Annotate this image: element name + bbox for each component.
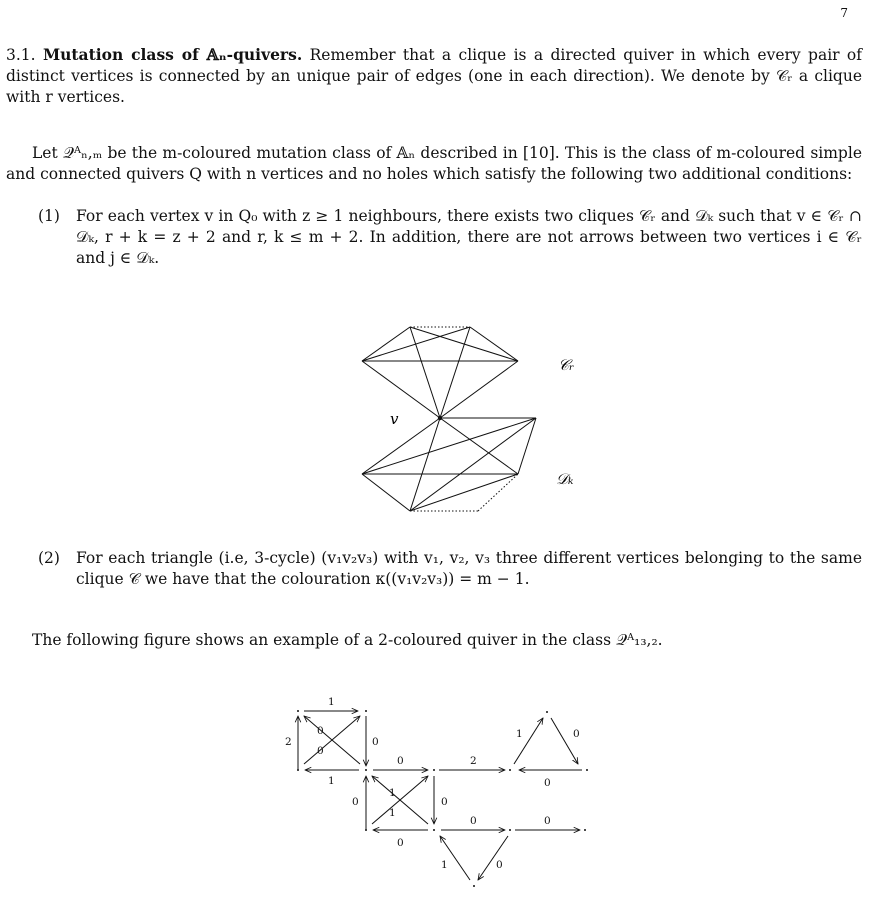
svg-text:0: 0 [470,815,477,827]
condition-number: (2) [38,549,60,567]
svg-text:2: 2 [285,736,292,748]
svg-text:1: 1 [516,728,523,740]
svg-text:0: 0 [317,745,324,757]
condition-text: For each vertex v in Q₀ with z ≥ 1 neighbours, there exists two cliques 𝒞ᵣ and 𝒟ₖ such that v ∈ 𝒞ᵣ ∩ 𝒟ₖ, r + k = z + 2 and r, k ≤ m + 2. In addition, there are not arrows between two vertices i ∈ 𝒞ᵣ and j ∈ 𝒟ₖ. [76,207,862,267]
page-number: 7 [840,6,848,20]
svg-text:1: 1 [441,859,448,871]
svg-text:0: 0 [372,736,379,748]
svg-text:0: 0 [496,859,503,871]
section-title: Mutation class of 𝔸ₙ-quivers. [42,45,303,64]
condition-text: For each triangle (i.e, 3-cycle) (v₁v₂v₃) with v₁, v₂, v₃ three different vertices belonging to the same clique 𝒞 we have that the colouration κ((v₁v₂v₃)) = m − 1. [76,549,862,588]
clique-d-label: 𝒟ₖ [556,470,574,488]
svg-text:1: 1 [328,696,335,708]
quiver-edge-labels [285,696,580,871]
definition-paragraph: Let 𝒬ᴬₙ,ₘ be the m-coloured mutation class of 𝔸ₙ described in [10]. This is the class of m-coloured simple and connected quivers Q with n vertices and no holes which satisfy the following two additional conditions: [6,144,862,183]
svg-text:0: 0 [397,837,404,849]
example-sentence: The following figure shows an example of a 2-coloured quiver in the class 𝒬ᴬ₁₃,₂. [32,631,663,649]
svg-text:0: 0 [317,725,324,737]
svg-text:0: 0 [544,815,551,827]
svg-text:1: 1 [389,807,396,819]
condition-number: (1) [38,207,60,225]
quiver-arrows [298,711,582,880]
svg-text:0: 0 [573,728,580,740]
clique-c-label: 𝒞ᵣ [558,356,575,374]
section-intro: Remember that a clique is a directed quiver in which every pair of distinct vertices is connected by an unique pair of edges (one in each direction). We denote by 𝒞ᵣ a clique with r vertices. [6,46,862,106]
svg-text:1: 1 [328,775,335,787]
svg-text:0: 0 [397,755,404,767]
svg-text:2: 2 [470,755,477,767]
svg-text:0: 0 [352,796,359,808]
svg-text:1: 1 [389,787,396,799]
vertex-v-label: v [390,410,399,428]
svg-text:0: 0 [544,777,551,789]
section-heading: 3.1. [6,46,36,64]
svg-text:0: 0 [441,796,448,808]
